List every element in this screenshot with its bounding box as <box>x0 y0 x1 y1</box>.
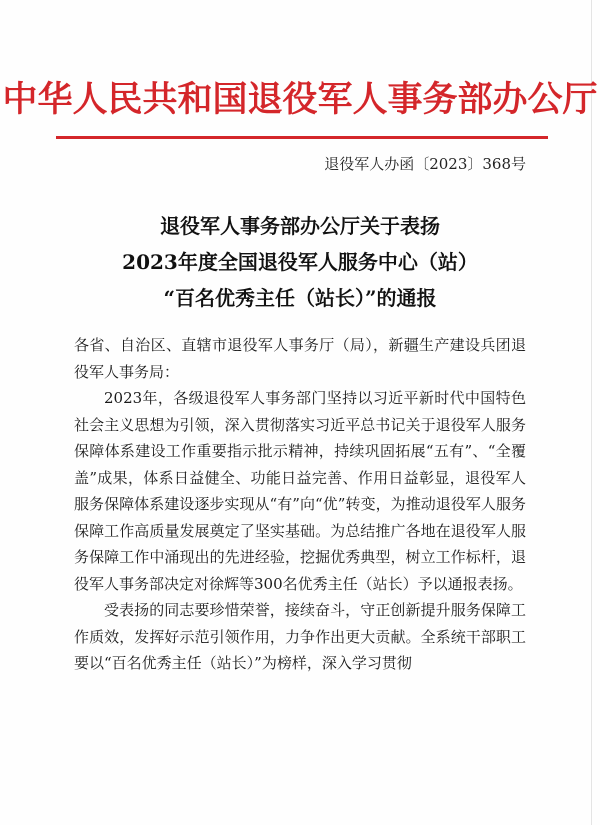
title-line-1: 退役军人事务部办公厅关于表扬 <box>160 214 440 238</box>
document-number: 退役军人办函〔2023〕368号 <box>324 155 526 173</box>
document-body <box>74 332 526 677</box>
title-line-2: 2023年度全国退役军人服务中心（站） <box>122 250 478 274</box>
document-title <box>0 208 600 316</box>
body-paragraph-2: 受表扬的同志要珍惜荣誉，接续奋斗，守正创新提升服务保障工作质效，发挥好示范引领作用，力争作出更大贡献。全系统干部职工要以“百名优秀主任（站长）”为榜样，深入学习贯彻 <box>74 601 526 672</box>
body-paragraph-1: 2023年，各级退役军人事务部门坚持以习近平新时代中国特色社会主义思想为引领，深入贯彻落实习近平总书记关于退役军人服务保障体系建设工作重要指示批示精神，持续巩固拓展“五有”、“全覆盖”成果，体系日益健全、功能日益完善、作用日益彰显，退役军人服务保障体系建设逐步实现从“有”向“优”转变，为推动退役军人服务保障工作高质量发展奠定了坚实基础。为总结推广各地在退役军人服务保障工作中涌现出的先进经验，挖掘优秀典型，树立工作标杆，退役军人事务部决定对徐辉等300名优秀主任（站长）予以通报表扬。 <box>74 389 526 593</box>
addressee: 各省、自治区、直辖市退役军人事务厅（局），新疆生产建设兵团退役军人事务局： <box>74 336 526 381</box>
page-edge-line <box>591 0 592 825</box>
issuer-header: 中华人民共和国退役军人事务部办公厅 <box>2 79 598 120</box>
title-line-3: “百名优秀主任（站长）”的通报 <box>163 286 437 310</box>
red-separator-rule <box>56 136 548 139</box>
